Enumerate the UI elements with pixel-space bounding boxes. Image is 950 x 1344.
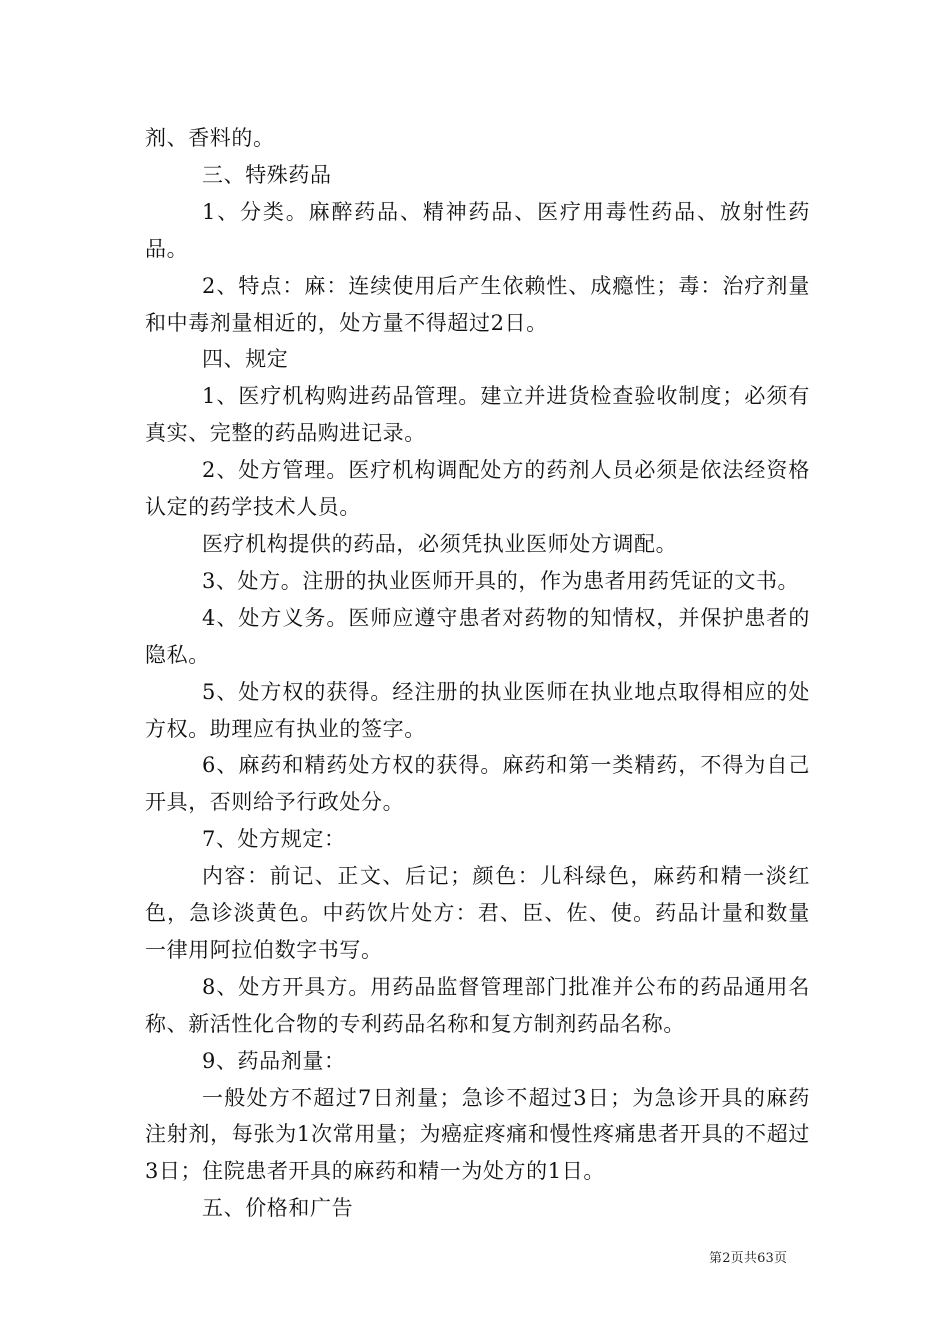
section-heading: 五、价格和广告: [202, 1196, 354, 1221]
paragraph: 4、处方义务。医师应遵守患者对药物的知情权，并保护患者的隐私。: [145, 605, 810, 667]
paragraph: 剂、香料的。: [145, 126, 275, 150]
paragraph: 3、处方。注册的执业医师开具的，作为患者用药凭证的文书。: [202, 568, 800, 593]
section-heading: 四、规定: [202, 347, 289, 372]
paragraph: 2、特点：麻：连续使用后产生依赖性、成瘾性；毒：治疗剂量和中毒剂量相近的，处方量不得超过2日。: [145, 273, 810, 335]
paragraph: 7、处方规定：: [202, 827, 346, 852]
paragraph: 医疗机构提供的药品，必须凭执业医师处方调配。: [202, 531, 678, 556]
document-body: [145, 120, 810, 1227]
paragraph: 1、医疗机构购进药品管理。建立并进货检查验收制度；必须有真实、完整的药品购进记录。: [145, 384, 810, 446]
paragraph: 一般处方不超过7日剂量；急诊不超过3日；为急诊开具的麻药注射剂，每张为1次常用量；为癌症疼痛和慢性疼痛患者开具的不超过3日；住院患者开具的麻药和精一为处方的1日。: [145, 1085, 810, 1184]
paragraph: 2、处方管理。医疗机构调配处方的药剂人员必须是依法经资格认定的药学技术人员。: [145, 458, 810, 520]
paragraph: 6、麻药和精药处方权的获得。麻药和第一类精药，不得为自己开具，否则给予行政处分。: [145, 753, 810, 815]
paragraph: 内容：前记、正文、后记；颜色：儿科绿色，麻药和精一淡红色，急诊淡黄色。中药饮片处方：君、臣、佐、使。药品计量和数量一律用阿拉伯数字书写。: [145, 864, 810, 962]
paragraph: 5、处方权的获得。经注册的执业医师在执业地点取得相应的处方权。助理应有执业的签字。: [145, 679, 810, 741]
paragraph: 8、处方开具方。用药品监督管理部门批准并公布的药品通用名称、新活性化合物的专利药品名称和复方制剂药品名称。: [145, 974, 810, 1036]
section-heading: 三、特殊药品: [202, 162, 332, 187]
page-number-footer: 第2页共63页: [709, 1251, 788, 1266]
paragraph: 1、分类。麻醉药品、精神药品、医疗用毒性药品、放射性药品。: [145, 199, 810, 261]
paragraph: 9、药品剂量：: [202, 1048, 346, 1073]
